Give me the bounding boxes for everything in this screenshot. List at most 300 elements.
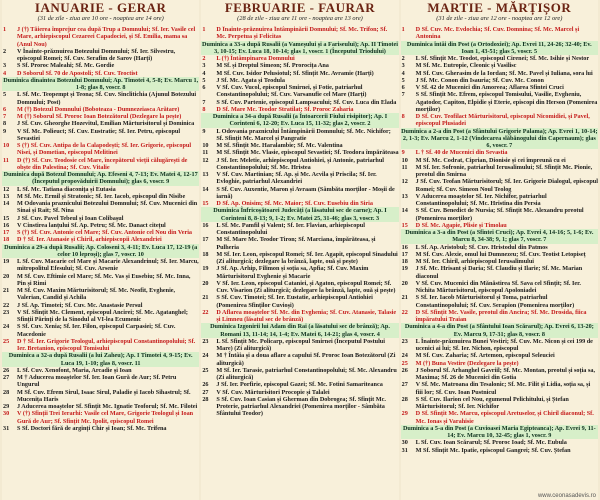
day-number: 26 [401,366,408,374]
calendar-day-entry [401,439,598,446]
day-number: 5 [3,91,7,99]
day-number: 23 [401,337,408,345]
day-number: 12 [401,178,408,186]
calendar-day-entry [201,381,398,388]
calendar-day-entry [401,410,598,425]
day-number: 6 [202,84,206,91]
day-number: 17 [401,250,408,258]
calendar-day-entry [201,26,398,41]
day-text: J Sf. Ier. Meletie, arhiepiscopul Antiohiei, și Antonie, patriarhul Constantinopolului; Sf. Mc. Hristea [216,156,385,171]
day-text: D Soborul Sf. 70 de Apostoli; Sf. Cuv. Teoctist [17,69,138,77]
calendar-day-entry [2,309,199,324]
calendar-day-entry [401,26,598,41]
day-text: L Sf. Mc. Pamfil și Valent; Sf. Ier. Flavian, arhiepiscopul Constantinopolului [216,221,365,236]
day-number: 18 [202,250,209,258]
day-number: 2 [401,55,405,62]
calendar-day-entry [201,251,398,266]
day-text: M Sf. Mc. Eutropie, Cleonic și Vasilisc [415,62,517,70]
calendar-day-entry [2,273,199,288]
day-text: V (†) Sfinții Trei Ierarhi: Vasile cel Mare, Grigorie Teologul și Ioan Gură de Aur; Sf. Sfințit Mc. Ipolit, episcopul Romei [17,410,194,425]
day-number: 24 [202,352,209,360]
day-number: 18 [401,258,408,265]
day-number: 27 [202,388,209,396]
day-number: 23 [3,308,10,316]
calendar-day-entry [401,352,598,359]
day-text: M (†) Buna Vestire (Dezlegare la pește) [415,359,519,367]
calendar-day-entry [2,193,199,200]
day-text: M Sf. Cuv. Isidor Pelusiotul; Sf. Sfințit Mc. Avramie (Harți) [216,69,374,77]
calendar-day-entry [2,128,199,143]
day-number: 31 [401,446,408,454]
day-text: M (†) Soborul Sf. Proroc Ioan Botezătorul (Dezlegare la pește) [17,113,182,120]
day-text: S (†) Sf. Cuv. Antipa de la Calapodești; Sf. Ier. Grigorie, episcopul Nisei, și Dometian, episcopul Melitinei [17,142,192,157]
day-text: M Sf. Mare Mc. Teodor Tiron; Sf. Marciana, împărăteasa, și Pulheria [216,236,376,251]
day-text: L Sf. Cuv. Xenofont, Maria, Arcadie și Ioan [17,366,132,374]
calendar-day-entry [201,149,398,156]
calendar-day-entry [201,389,398,396]
day-number: 19 [401,265,408,273]
day-number: 25 [3,337,10,345]
calendar-day-entry [201,77,398,84]
day-text: L Sf. Cuv. Ioan Scărarul; Sf. Proroc Ioad; Sf. Mc. Eubula [415,439,567,447]
day-number: 11 [401,163,408,171]
day-text: V Sf. Cuv. Mărturisitori Procopie și Talalei [216,388,330,396]
calendar-day-entry [2,222,199,229]
day-text: M Sf. Cuv. Gherasim de la Iordan; Sf. Mc. Pavel și Iuliana, sora lui [415,69,593,77]
day-number: 29 [3,403,10,410]
day-number: 11 [202,149,209,157]
day-text: S Sf. Cuv. Timotei; Sf. Ier. Eustatie, arhiepiscopul Antiohiei (Pomenirea Sfinților Cuvioși) [216,294,373,309]
day-text: D † Sf. Ier. Atanasie și Chiril, arhiepiscopii Alexandriei [17,236,162,244]
sunday-reading-band [401,128,598,150]
day-text: J Sf. Mc. Conon din Isauria; Sf. Cuv. Mc. Conon [415,76,544,84]
day-text: Duminica întâi din Post (a Ortodoxiei); Ap. Evrei 11, 24-26; 32-40; Ev. Ioan 1, 43-51; glas 5, voscr. 5 [406,40,592,55]
day-number: 10 [401,156,408,164]
day-number: 21 [401,294,408,302]
calendar-day-entry [2,338,199,353]
day-text: V Sf. Ier. Leon, episcopul Cataniei, și Agaton, episcopul Romei; Sf. Cuv. Visarion (Zi aliturgică; dezlegare la brânză, lapte, ouă și pește) [216,279,396,294]
sunday-reading-band [401,229,598,244]
day-text: V Sf. Mc. Matroana din Tesalonic; Sf. Mc. Filit și Lidia, soția sa, și fiii lor; Sf. Cuv. Ioan Pustnicul [415,381,591,396]
day-number: 17 [202,236,209,244]
day-text: J Sf. Cuv. Pavel Tebeul și Ioan Colibașul [17,214,124,222]
day-number: 10 [3,142,10,149]
calendar-day-entry [401,251,598,258]
day-number: 25 [202,366,209,374]
calendar-day-entry [201,84,398,99]
month-title: FEBRUARIE - FAURAR [224,0,376,15]
day-number: 21 [202,294,209,302]
calendar-day-entry [401,77,598,84]
calendar-day-entry [401,244,598,251]
day-text: Duminica după Botezul Domnului; Ap. Efeseni 4, 7-13; Ev. Matei 4, 12-17 (Începutul propovăduirii Domnului); glas 6, voscr. 9 [3,171,198,186]
sunday-reading-band [401,425,598,440]
calendar-day-entry [2,374,199,389]
day-number: 12 [202,156,209,164]
calendar-day-entry [201,280,398,295]
calendar-day-entry [201,55,398,62]
calendar-day-entry [2,287,199,302]
day-text: M Sf. Cuv. Efrem Sirul, Isaac Sirul, Paladie și Iacob Sihastrul; Sf. Mucenița Haris [17,388,191,403]
entries-list [401,26,598,500]
day-text: V Aducerea moaștelor Sf. Ier. Nichifor, patriarhul Constantinopolului; Sf. Mc. Hristina din Persia [415,192,547,207]
month-title: MARTIE - MĂRȚIȘOR [427,0,572,15]
sunday-reading-band [201,207,398,222]
day-text: V Sf. Sfințit Mc. Clement, episcopul Ancirei; Sf. Mc. Agatanghel; Sfinții Părinți de la Sinodul al VI-lea Ecumenic [17,308,188,323]
day-text: L Înainte-prăznuirea Bunei Vestiri; Sf. Cuv. Mc. Nicon și cei 199 de ucenici ai lui; Sf. Ier. Nichon, episcopul [415,337,593,352]
calendar-day-entry [201,171,398,186]
day-text: S Sf. Cuv. Partenie, episcopul Lampsacului; Sf. Cuv. Luca din Elada [216,98,397,106]
day-text: S Sf. Cuv. Ioan Casian și Gherman din Dobrogea; Sf. Sfințit Mc. Proterie, patriarhul Alexandriei (Pomenirea morților - Sâmbăta Sfântului Teodor) [216,395,386,418]
day-text: Duminica a 4-a din Post (a Sfântului Ioan Scărarul); Ap. Evrei 6, 13-20; Ev. Marcu 9, 17-31; glas 8, voscr. 8 [404,323,594,338]
calendar-day-entry [201,236,398,251]
day-text: J Sf. Cuv. Teofan Mărturisitorul; Sf. Ier. Grigorie Dialogul, episcopul Romei; Sf. Cuv. Simeon Noul Teolog [415,178,598,193]
day-number: 7 [3,113,7,120]
day-number: 17 [3,229,10,236]
day-text: M Sf. Ier. Sofronie, patriarhul Ierusalimului; Sf. Sfințit Mc. Pionie, preotul din Smirna [415,163,593,178]
calendar-day-entry [401,447,598,454]
day-text: S Sf. Cuv. Auxentie, Maron și Avraam (Sâmbăta morților - Moșii de iarnă) [216,185,395,200]
day-text: Duminica Înfricoșătoarei Judecăți (a lăsatului sec de carne); Ap. I Corinteni 8, 8-13; 9, 1-2; Ev. Matei 25, 31-46; glas 3, voscr. 3 [213,207,387,222]
day-text: D Aflarea moaștelor Sf. Mc. din Evghenia; Sf. Cuv. Atanasie, Talasie și Limneu (lăsatul sec de brânză) [216,308,397,323]
day-number: 8 [3,120,7,128]
day-number: 30 [3,410,10,418]
day-number: 22 [401,308,408,316]
day-text: Duminica a 33-a după Rusalii (a Vameșului și a Fariseului); Ap. II Timotei 3, 10-15; Ev. Luca 18, 10-14; glas 1, voscr. 1 (Începutul Triodului) [202,40,398,55]
day-number: 27 [3,374,10,381]
day-text: M Sf. Sfințit Mc. Ipatie, episcopul Gangrei; Sf. Cuv. Ștefan [415,446,571,454]
day-number: 24 [3,323,10,331]
calendar-day-entry [401,157,598,164]
calendar-day-entry [2,48,199,63]
day-number: 27 [401,381,408,389]
month-subtitle: (31 de zile - ziua are 10 ore - noaptea are 14 ore) [37,15,164,22]
calendar-day-entry [201,294,398,309]
calendar-day-entry [201,338,398,353]
day-text: M Sf. Mc. Ermil și Stratonic; Sf. Ier. Iacob, episcopul din Nisibe [17,192,186,200]
day-text: J Sf. Ap. Timotei; Sf. Cuv. Mc. Anastasie Persul [17,301,143,309]
day-text: M Odovania praznicului Botezului Domnului; Sf. Cuv. Mucenici din Sinai și Rait; Sf. Nina [17,200,198,215]
day-text: J Sf. Mc. Hrisant și Daria; Sf. Claudiu și Ilarie; Sf. Mc. Marian diaconul [415,265,583,280]
month-column-march [401,0,598,500]
day-text: M Sf. Ier. Chiril, arhiepiscopul Ierusalimului [415,258,535,265]
day-text: L Sf. Sfințit Mc. Teodot, episcopul Cirenei; Sf. Mc. Isihie și Nestor [415,55,590,62]
day-number: 4 [401,69,405,77]
day-text: D † Sf. Ier. Grigorie Teologul, arhiepiscopul Constantinopolului; Sf. Ier. Bretanion, episcopul Tomisului [17,337,196,352]
day-text: M Sf. Cuv. Alexie, omul lui Dumnezeu; Sf. Cuv. Teotist Letopiseț [415,250,586,258]
day-number: 1 [202,26,206,33]
day-text: M Sf. Ier. Leon, episcopul Romei; Sf. Ier. Agapit, episcopul Sinadului (Zi aliturgică; dezlegare la brânză, lapte, ouă și pește) [216,250,398,265]
calendar-day-entry [401,70,598,77]
calendar-day-entry [2,389,199,404]
calendar-day-entry [2,215,199,222]
day-number: 26 [202,381,209,389]
sunday-reading-band [201,41,398,56]
day-number: 14 [401,207,408,215]
day-text: D Sf. Mare Mc. Teodor Stratilat; Sf. Proroc Zaharia [216,105,354,113]
day-text: M Sf. Mc. Codrat, Ciprian, Dionisie și cei împreună cu ei [415,156,566,164]
calendar-day-entry [401,360,598,367]
day-number: 6 [3,105,7,113]
calendar-day-entry [401,396,598,411]
calendar-day-entry [401,84,598,91]
calendar-day-entry [2,157,199,172]
calendar-day-entry [201,142,398,149]
day-number: 1 [3,26,7,33]
day-number: 28 [202,395,209,403]
day-text: Duminica a 5-a din Post (a Cuvioasei Maria Egipteanca); Ap. Evrei 9, 11-14; Ev. Marcu 10, 32-45; glas 1, voscr. 9 [402,424,596,439]
calendar-day-entry [401,258,598,265]
calendar-day-entry [2,91,199,106]
day-text: D Sf. Ap. Onisim; Sf. Mc. Maior; Sf. Cuv. Eusebiu din Siria [216,200,373,207]
day-number: 25 [401,359,408,367]
day-text: M Sf. Cuv. Eftimie cel Mare; Sf. Mc. Vas și Eusebiu; Sf. Mc. Inna, Pin și Rimi [17,272,191,287]
day-text: S Sf. Sfințit Mc. Efrem, episcopul Tomisului, Vasilie, Evgheniu, Agatodor, Capiton, Elpidie și Eterie, episcopi din Herson (Pomenirea morților) [415,91,598,113]
calendar-day-entry [201,99,398,106]
day-number: 26 [3,366,10,374]
day-text: D Înainte-prăznuirea Întâmpinării Domnului; Sf. Mc. Trifon; Sf. Mc. Perpetua și Felicitas [216,26,388,41]
day-number: 8 [401,113,405,120]
day-text: V Sf. 42 de Mucenici din Amoreea; Aflarea Sfintei Cruci [415,84,564,91]
day-number: 16 [202,221,209,229]
calendar-day-entry [2,425,199,432]
calendar-day-entry [2,113,199,120]
day-text: L Sf. Cuv. Macarie cel Mare și Macarie Alexandrinul; Sf. Ier. Marcu, mitropolitul Efesului; Sf. Cuv. Arsenie [17,258,199,273]
day-number: 15 [202,200,209,207]
calendar-day-entry [201,396,398,418]
day-text: J (†) Tăierea împrejur cea după Trup a Domnului; Sf. Ier. Vasile cel Mare, arhiepiscopul Cezareei Capadociei, și Sf. Emilia, mama sa (Anul Nou) [17,26,196,48]
day-text: M (†) Botezul Domnului (Boboteaza - Dumnezeiasca Arătare) [17,105,180,113]
day-text: Duminica Izgonirii lui Adam din Rai (a lăsatului sec de brânză); Ap. Romani 13, 11-14; 14, 1-4; Ev. Matei 6, 14-21; glas 4, voscr. 4 [210,323,390,338]
day-text: Duminica a 3-a din Post (a Sfintei Cruci); Ap. Evrei 4, 14-16; 5, 1-6; Ev. Marcu 8, 34-38; 9, 1; glas 7, voscr. 7 [405,229,594,244]
calendar-day-entry [201,62,398,69]
day-text: V Sf. Cuv. Mucenici din Mănăstirea Sf. Sava cel Sfințit; Sf. Ier. Nichita Mărturisitorul, episcopul Apoloniadei [415,279,581,294]
day-number: 30 [401,439,408,447]
day-text: L Sf. Mc. Tatiana diaconița și Eutasia [17,185,116,193]
month-header [2,0,199,26]
footer-site: www.ceonasadevis.ro [537,493,596,499]
calendar-day-entry [2,62,199,69]
day-number: 21 [3,287,10,294]
entries-list [201,26,398,500]
calendar-day-entry [2,120,199,127]
calendar-day-entry [401,55,598,62]
calendar-day-entry [401,381,598,396]
calendar-day-entry [2,106,199,113]
calendar-day-entry [401,294,598,309]
calendar-day-entry [2,186,199,193]
calendar-day-entry [201,157,398,172]
calendar-day-entry [201,265,398,280]
day-text: V Sf. Cuv. Martinian; Sf. Ap. și Mc. Acvila și Priscila; Sf. Ier. Evloghie, patriarhul Alexandriei [216,171,377,186]
day-number: 12 [3,185,10,193]
day-number: 2 [202,55,206,62]
day-text: J Sf. Ap. Arhip, Filimon și soția sa, Apfia; Sf. Cuv. Maxim Mărturisitorul Evghenie și Macarie [216,265,369,280]
day-text: L Sf. Ap. Aristobul; Sf. Cuv. Hristodul din Patmos [415,243,548,251]
calendar-day-entry [2,26,199,48]
calendar-day-entry [201,367,398,382]
day-text: J Sf. Mc. Agata și Teodula [216,76,285,84]
sunday-reading-band [401,41,598,56]
day-number: 4 [3,69,7,77]
day-text: J Sf. Ier. Porfirie, episcopul Gazei; Sf. Mc. Fotini Samariteanca [216,381,383,389]
day-number: 24 [401,352,408,360]
calendar-day-entry [201,309,398,324]
day-text: L † Sf. 40 de Mucenici din Sevastia [415,149,508,157]
day-text: Duminica a 34-a după Rusalii (a Întoarcerii Fiului risipitor); Ap. I Corinteni 6, 12-20; Ev. Luca 15, 11-32; glas 2, voscr. 2 [212,113,388,128]
calendar-day-entry [201,222,398,237]
day-number: 7 [401,91,405,99]
day-text: D Sf. Cuv. Mc. Evdochia; Sf. Cuv. Domnina; Sf. Mc. Marcel și Antonina [415,26,580,41]
calendar-day-entry [201,352,398,367]
sunday-reading-band [2,352,199,367]
sunday-reading-band [401,323,598,338]
calendar-day-entry [401,207,598,222]
day-number: 22 [202,308,209,316]
calendar-day-entry [401,193,598,208]
calendar-day-entry [2,410,199,425]
day-text: S Sf. Cuv. Xenia; Sf. Ier. Filon, episcopul Carpasiei; Sf. Cuv. Macedonie [17,323,176,338]
day-number: 13 [202,171,209,178]
day-text: M † Întâia și a doua aflare a capului Sf. Proroc Ioan Botezătorul (Zi aliturgică) [216,352,396,367]
day-text: D Sf. Cuv. Teofilact Mărturisitorul, episcopul Nicomidiei, și Pavel, episcopul Plusiadei [415,113,590,128]
day-number: 15 [401,221,408,229]
day-text: Duminica a 32-a după Rusalii (a lui Zaheu); Ap. I Timotei 4, 9-15; Ev. Luca 19, 1-10; glas 8, voscr. 11 [8,352,193,367]
calendar-day-entry [2,302,199,309]
day-text: Duminica a 29-a după Rusalii; Ap. Coloseni 3, 4-11; Ev. Luca 17, 12-19 (a celor 10 leproși); glas 7, voscr. 10 [4,243,198,258]
day-number: 4 [202,69,206,77]
day-number: 8 [202,105,206,113]
day-text: S Sf. Cuv. Benedict de Nursia; Sf. Sfințit Mc. Alexandru preotul (Pomenirea morților) [415,207,584,222]
day-text: J Sf. Cuv. Gheorghe Hozevitul, Emilian Mărturisitorul și Dominica [17,120,195,128]
calendar-day-entry [2,403,199,410]
day-number: 11 [3,156,9,164]
day-number: 16 [401,243,408,251]
calendar-day-entry [401,280,598,295]
sunday-reading-band [201,113,398,128]
day-text: V Sf. Mc. Polieuct; Sf. Cuv. Eustratie; Sf. Ier. Petru, episcopul Sevastiei [17,127,181,142]
day-number: 14 [202,185,209,193]
day-number: 3 [3,62,7,70]
day-text: V Cinstirea lanțului Sf. Ap. Petru; Sf. Mc. Danact citețul [17,221,166,229]
day-text: D Sf. Sfințit Mc. Vasile, preotul din Ancira; Sf. Mc. Drosida, fiica împăratului Traian [415,308,587,323]
month-column-february [201,0,398,500]
calendar-day-entry [2,142,199,157]
day-text: L Odovania praznicului Întâmpinării Domnului; Sf. Mc. Nichifor; Sf. Sfințit Mc. Marcel și Pangratie [216,127,391,142]
day-text: V Înainte-prăznuirea Botezului Domnului; Sf. Ier. Silvestru, episcopul Romei; Sf. Cuv. Serafim de Sarov (Harți) [17,47,176,62]
day-text: S Sf. Proroc Maleahi; Sf. Mc. Gordie [17,62,115,70]
day-text: M † Aducerea moaștelor Sf. Ier. Ioan Gură de Aur; Sf. Petru Ungurul [17,374,177,389]
day-number: 5 [401,76,405,84]
day-text: D (†) Sf. Cuv. Teodosie cel Mare, începătorul vieții călugărești de obște din Palestina; Sf. Cuv. Vitalie [17,156,188,171]
day-text: J Aducerea moaștelor Sf. Sfințit Mc. Ignatie Teoforul; Sf. Mc. Filotei [17,403,198,410]
calendar-day-entry [2,229,199,236]
calendar-day-entry [401,164,598,179]
day-number: 19 [202,265,209,273]
day-text: L Sf. Sfințit Mc. Policarp, episcopul Smirnei (Începutul Postului Mare) (Zi aliturgică) [216,337,385,352]
calendar-day-entry [2,258,199,273]
month-column-january [2,0,199,500]
sunday-reading-band [2,77,199,92]
day-number: 6 [401,84,405,91]
day-number: 7 [202,98,206,106]
calendar-day-entry [201,128,398,143]
day-number: 9 [401,149,405,157]
day-number: 10 [202,142,209,149]
calendar-day-entry [401,309,598,324]
day-number: 22 [3,301,10,309]
calendar-day-entry [401,178,598,193]
calendar-day-entry [201,70,398,77]
day-number: 3 [202,62,206,70]
day-number: 3 [401,62,405,70]
month-title: IANUARIE - GERAR [34,0,167,15]
calendar-day-entry [401,91,598,113]
day-text: S Sf. Ier. Iacob Mărturisitorul și Toma, patriarhul Constantinopolului; Sf. Cuv. Serapion (Pomenirea morților) [415,294,575,309]
sunday-reading-band [2,244,199,259]
day-number: 20 [202,279,209,287]
day-number: 5 [202,76,206,84]
day-number: 1 [401,26,405,33]
day-text: M Sf. Ier. Tarasie, patriarhul Constantinopolului; Sf. Mc. Alexandru (Zi aliturgică) [216,366,397,381]
day-number: 13 [401,192,408,200]
calendar-day-entry [2,236,199,243]
day-text: Duminica a 2-a din Post (a Sfântului Grigorie Palama); Ap. Evrei 1, 10-14; 2, 1-3; Ev. Marcu 2, 1-12 (Vindecarea slăbănogului din Capernaum); glas 6, voscr. 7 [401,127,598,149]
day-text: D Sf. Mc. Agapie, Plisie și Timolau [415,221,507,229]
day-number: 19 [3,258,10,265]
day-text: L Sf. Mc. Teopempt și Teona; Sf. Cuv. Sinclitichia (Ajunul Botezului Domnului; Post) [17,91,197,106]
day-number: 14 [3,200,10,207]
sunday-reading-band [2,171,199,186]
day-number: 13 [3,192,10,200]
calendar-day-entry [401,62,598,69]
day-text: M Sf. Sfințit Mc. Vlasie, episcopul Sevastiei; Sf. Teodora împărăteasa [216,149,399,157]
calendar-day-entry [401,265,598,280]
calendar-day-entry [401,367,598,382]
calendar-day-entry [401,222,598,229]
day-number: 20 [401,279,408,287]
day-text: V Sf. Cuv. Vucol, episcopul Smirnei, și Fotie, patriarhul Constantinopolului; Sf. Cuv. Varsanufie cel Mare (Harți) [216,84,367,99]
day-text: S Sf. Cuv. Ilarion cel Nou, egumenul Pelichitului, și Ștefan Mărturisitorul; Sf. Ier. Nichifor [415,395,569,410]
day-text: S (†) Sf. Cuv. Antonie cel Mare; Sf. Cuv. Antonie cel Nou din Veria [17,229,193,236]
day-number: 29 [401,410,408,418]
calendar-day-entry [2,200,199,215]
day-number: 23 [202,337,209,345]
calendar-day-entry [401,338,598,353]
day-number: 31 [3,424,10,432]
day-text: M Sf. Cuv. Maxim Mărturisitorul; Sf. Mc. Neofit, Evghenie, Valerian, Candid și Achila [17,287,176,302]
day-number: 28 [401,395,408,403]
month-header [201,0,398,26]
day-number: 9 [3,127,7,135]
month-subtitle: (28 de zile - ziua are 11 ore - noaptea are 13 ore) [237,15,363,22]
entries-list [2,26,199,500]
day-number: 28 [3,388,10,396]
calendar-day-entry [2,323,199,338]
sunday-reading-band [201,323,398,338]
day-text: L (†) Întâmpinarea Domnului [216,55,295,62]
day-number: 16 [3,221,10,229]
day-text: D Sf. Sfințit Mc. Marcu, episcopul Aretuselor, și Chiril diaconul; Sf. Mc. Ionas și Varahisie [415,410,594,425]
day-text: M Sf. Sfințit Mc. Haralambie; Sf. Mc. Valentina [216,142,343,149]
day-number: 15 [3,214,10,222]
month-header [401,0,598,26]
day-number: 9 [202,127,206,135]
day-text: J Soborul Sf. Arhanghel Gavriil; Sf. Mc. Montan, preotul și soția sa, Maxima; Sf. 26 de Mucenici din Gotia [415,366,595,381]
day-text: S Sf. Doctori fără de arginți Chir și Ioan; Sf. Mc. Trifena [17,424,167,432]
calendar-day-entry [2,70,199,77]
calendar-day-entry [201,186,398,201]
